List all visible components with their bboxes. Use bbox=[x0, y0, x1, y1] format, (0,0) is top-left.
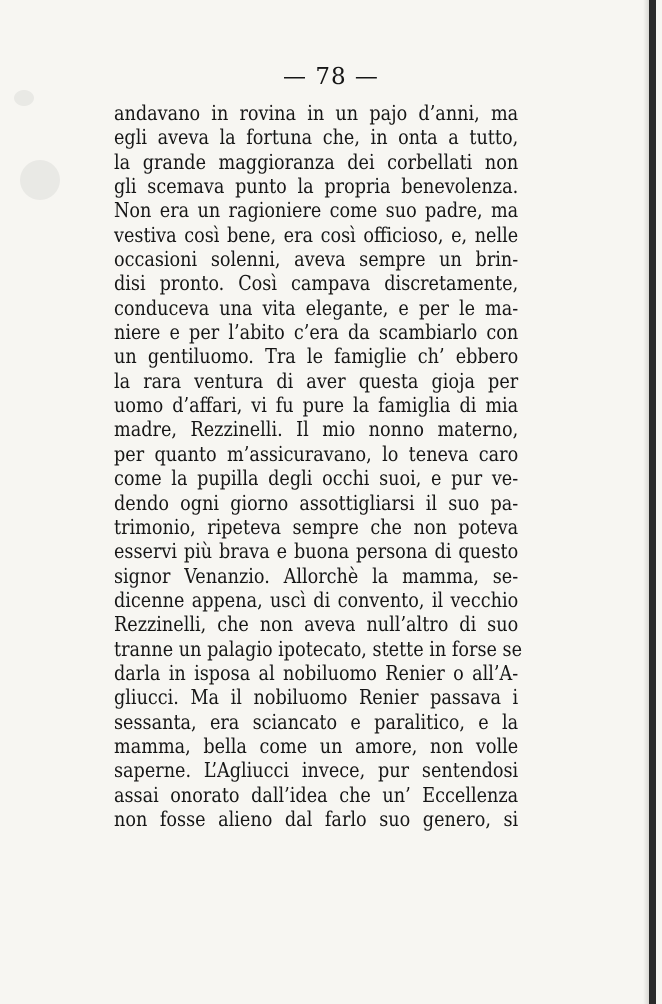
text-line: assai onorato dall’idea che un’ Eccellenza bbox=[114, 782, 519, 807]
text-line: saperne. L’Agliucci invece, pur sentendosi bbox=[114, 758, 519, 783]
text-line: conduceva una vita elegante, e per le ma- bbox=[114, 295, 519, 320]
text-line: trimonio, ripeteva sempre che non poteva bbox=[114, 514, 519, 539]
text-line: gliucci. Ma il nobiluomo Renier passava i bbox=[114, 685, 519, 710]
page-edge-border bbox=[649, 0, 656, 1004]
text-line: dendo ogni giorno assottigliarsi il suo pa- bbox=[114, 490, 519, 515]
scan-smudge bbox=[20, 160, 60, 200]
text-line: un gentiluomo. Tra le famiglie ch’ ebbero bbox=[114, 344, 519, 369]
text-line: dicenne appena, uscì di convento, il vecchio bbox=[114, 587, 519, 612]
text-line: tranne un palagio ipotecato, stette in forse se bbox=[114, 636, 523, 661]
text-line: uomo d’affari, vi fu pure la famiglia di mia bbox=[114, 393, 519, 418]
text-line: disi pronto. Così campava discretamente, bbox=[114, 271, 519, 296]
text-line: egli aveva la fortuna che, in onta a tutto, bbox=[114, 125, 519, 150]
text-line: Rezzinelli, che non aveva null’altro di suo bbox=[114, 612, 519, 637]
text-line: darla in isposa al nobiluomo Renier o all’A- bbox=[114, 660, 519, 685]
text-line: la grande maggioranza dei corbellati non bbox=[114, 149, 519, 174]
text-line: occasioni solenni, aveva sempre un brin- bbox=[114, 247, 519, 272]
text-line: niere e per l’abito c’era da scambiarlo con bbox=[114, 320, 519, 345]
text-line: mamma, bella come un amore, non volle bbox=[114, 733, 519, 758]
text-line: non fosse alieno dal farlo suo genero, si bbox=[114, 806, 519, 831]
text-line: Non era un ragioniere come suo padre, ma bbox=[114, 198, 519, 223]
text-line: la rara ventura di aver questa gioja per bbox=[114, 368, 519, 393]
scan-smudge bbox=[14, 90, 34, 106]
text-line: andavano in rovina in un pajo d’anni, ma bbox=[114, 101, 519, 125]
body-text bbox=[114, 101, 523, 831]
text-line: signor Venanzio. Allorchè la mamma, se- bbox=[114, 563, 519, 588]
text-line: gli scemava punto la propria benevolenza. bbox=[114, 174, 519, 199]
text-line: per quanto m’assicuravano, lo teneva caro bbox=[114, 441, 519, 466]
page-number: — 78 — bbox=[283, 64, 379, 90]
text-line: vestiva così bene, era così officioso, e, nelle bbox=[114, 222, 519, 247]
text-line: come la pupilla degli occhi suoi, e pur ve- bbox=[114, 466, 519, 491]
text-line: madre, Rezzinelli. Il mio nonno materno, bbox=[114, 417, 519, 442]
text-line: sessanta, era sciancato e paralitico, e la bbox=[114, 709, 519, 734]
text-line: esservi più brava e buona persona di questo bbox=[114, 539, 519, 564]
